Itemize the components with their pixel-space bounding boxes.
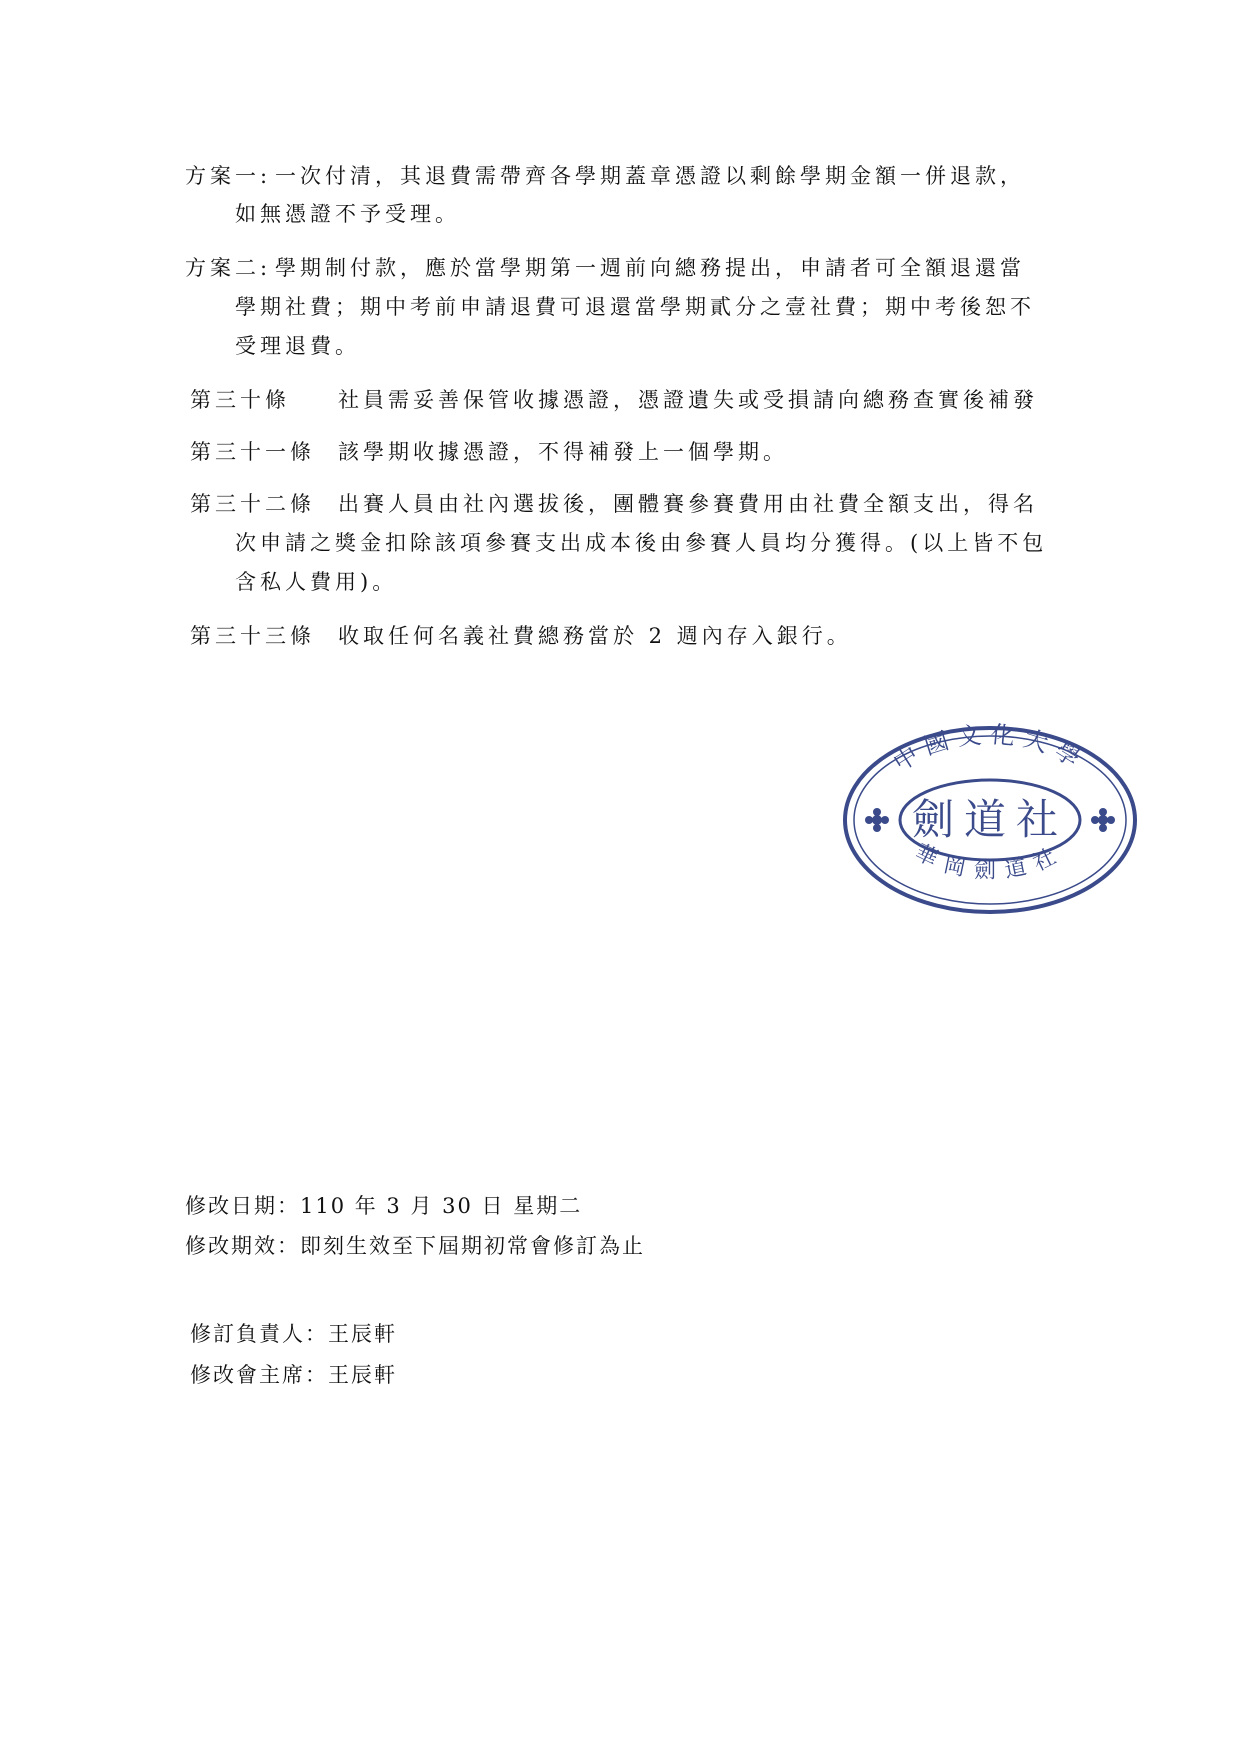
article-33-line-1 [190, 622, 852, 650]
plan-2-text-2: 學期社費；期中考前申請退費可退還當學期貳分之壹社費；期中考後恕不 [235, 295, 1035, 319]
seal-left-flower-icon [865, 808, 889, 832]
revision-owner: 修訂負責人：王辰軒 [190, 1322, 397, 1346]
article-30-text-1: 社員需妥善保管收據憑證，憑證遺失或受損請向總務查實後補發 [338, 388, 1038, 412]
plan-1-text-2: 如無憑證不予受理。 [235, 202, 460, 226]
plan-2-label: 方案二: [185, 256, 272, 280]
meeting-chair: 修改會主席：王辰軒 [190, 1363, 397, 1387]
plan-1-line-2 [235, 200, 460, 228]
article-32-line-2 [235, 529, 1047, 557]
article-31-label: 第三十一條 [190, 440, 315, 464]
seal-right-flower-icon [1091, 808, 1115, 832]
plan-1-text-1: 一次付清，其退費需帶齊各學期蓋章憑證以剩餘學期金額一併退款， [275, 164, 1025, 188]
article-30-line-1 [190, 386, 1038, 414]
article-32-line-3 [235, 568, 397, 596]
plan-2-line-3 [235, 332, 360, 360]
plan-1-label: 方案一: [185, 164, 272, 188]
article-32-text-1: 出賽人員由社內選拔後，團體賽參賽費用由社費全額支出，得名 [338, 492, 1038, 516]
club-seal [840, 720, 1140, 920]
article-32-label: 第三十二條 [190, 492, 315, 516]
article-32-text-3: 含私人費用)。 [235, 570, 398, 594]
validity-period: 修改期效：即刻生效至下屆期初常會修訂為止 [185, 1234, 645, 1258]
article-32-line-1 [190, 490, 1038, 518]
article-32-text-2: 次申請之獎金扣除該項參賽支出成本後由參賽人員均分獲得。(以上皆不包 [235, 531, 1048, 555]
plan-2-line-2 [235, 293, 1035, 321]
modified-date: 修改日期：110 年 3 月 30 日 星期二 [185, 1194, 583, 1218]
plan-1-line-1 [185, 162, 1025, 190]
article-33-label: 第三十三條 [190, 624, 315, 648]
article-30-label: 第三十條 [190, 388, 290, 412]
plan-2-line-1 [185, 254, 1025, 282]
article-33-text-1: 收取任何名義社費總務當於 2 週內存入銀行。 [338, 624, 852, 648]
article-31-text-1: 該學期收據憑證，不得補發上一個學期。 [338, 440, 788, 464]
seal-bottom-text: 華岡劍道社 [910, 840, 1070, 884]
seal-center-text: 劍道社 [911, 795, 1069, 844]
article-31-line-1 [190, 438, 788, 466]
plan-2-text-3: 受理退費。 [235, 334, 360, 358]
seal-top-text: 中國文化大學 [888, 720, 1092, 777]
plan-2-text-1: 學期制付款，應於當學期第一週前向總務提出，申請者可全額退還當 [275, 256, 1025, 280]
